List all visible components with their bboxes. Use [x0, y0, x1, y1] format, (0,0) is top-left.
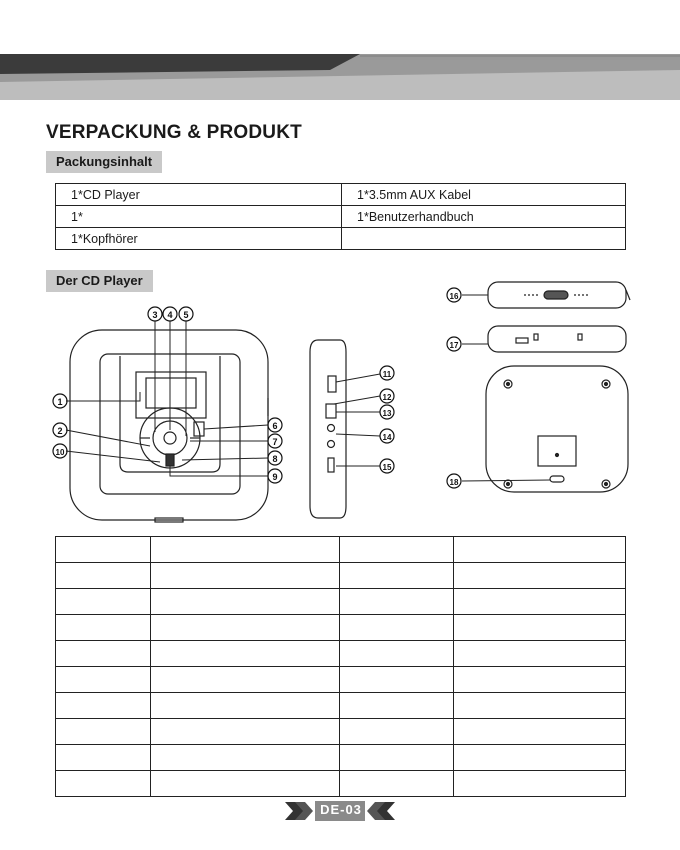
table-cell — [340, 719, 454, 745]
table-row — [56, 228, 626, 250]
callout-17 — [447, 337, 461, 351]
table-cell — [56, 615, 151, 641]
table-cell — [340, 563, 454, 589]
table-row — [56, 641, 626, 667]
callout-10 — [53, 444, 67, 458]
table-cell — [454, 771, 626, 797]
table-cell — [342, 228, 626, 250]
cd-player-diagram — [0, 270, 680, 530]
callout-12 — [380, 389, 394, 403]
section-heading-cd-player: Der CD Player — [46, 270, 153, 292]
table-cell — [454, 563, 626, 589]
svg-text:9: 9 — [272, 472, 278, 482]
table-cell — [454, 641, 626, 667]
table-cell — [151, 771, 340, 797]
table-cell — [151, 693, 340, 719]
callout-4 — [163, 307, 177, 321]
svg-text:4: 4 — [167, 310, 173, 320]
table-cell — [56, 563, 151, 589]
svg-text:13: 13 — [382, 409, 392, 418]
table-cell — [454, 745, 626, 771]
svg-text:18: 18 — [449, 478, 459, 487]
svg-text:12: 12 — [382, 393, 392, 402]
svg-text:7: 7 — [272, 437, 278, 447]
callout-13 — [380, 405, 394, 419]
page-title: VERPACKUNG & PRODUKT — [46, 122, 302, 143]
table-cell — [56, 693, 151, 719]
table-cell — [151, 563, 340, 589]
table-cell — [340, 745, 454, 771]
svg-text:8: 8 — [272, 454, 278, 464]
callout-18 — [447, 474, 461, 488]
table-cell — [340, 589, 454, 615]
callout-1 — [53, 394, 67, 408]
contents-table — [55, 183, 626, 250]
table-cell — [56, 537, 151, 563]
callout-3 — [148, 307, 162, 321]
callout-14 — [380, 429, 394, 443]
table-cell: 1*3.5mm AUX Kabel — [342, 184, 626, 206]
table-cell — [340, 641, 454, 667]
svg-text:3: 3 — [152, 310, 158, 320]
table-row — [56, 184, 626, 206]
callout-7 — [268, 434, 282, 448]
table-cell — [340, 537, 454, 563]
svg-text:10: 10 — [55, 448, 65, 457]
section-heading-packungsinhalt: Packungsinhalt — [46, 151, 162, 173]
svg-text:5: 5 — [183, 310, 189, 320]
svg-text:11: 11 — [382, 370, 392, 379]
table-row — [56, 667, 626, 693]
table-cell — [454, 537, 626, 563]
table-cell — [151, 589, 340, 615]
table-cell — [56, 589, 151, 615]
callout-6 — [268, 418, 282, 432]
table-cell — [56, 771, 151, 797]
table-row — [56, 745, 626, 771]
callout-8 — [268, 451, 282, 465]
table-cell — [56, 667, 151, 693]
table-cell — [340, 667, 454, 693]
svg-text:16: 16 — [449, 292, 459, 301]
callout-2 — [53, 423, 67, 437]
table-cell — [151, 745, 340, 771]
svg-text:17: 17 — [449, 341, 459, 350]
bottom-edge-view — [488, 326, 626, 352]
table-cell — [151, 667, 340, 693]
table-cell — [454, 589, 626, 615]
table-row — [56, 563, 626, 589]
table-cell — [454, 615, 626, 641]
table-cell — [151, 641, 340, 667]
table-cell — [151, 537, 340, 563]
table-row — [56, 693, 626, 719]
header-banner — [0, 0, 680, 100]
page-number: DE-03 — [320, 802, 362, 817]
table-cell — [340, 771, 454, 797]
svg-text:6: 6 — [272, 421, 278, 431]
table-cell — [56, 641, 151, 667]
table-cell — [56, 719, 151, 745]
table-cell — [56, 745, 151, 771]
table-row — [56, 719, 626, 745]
features-table — [55, 536, 626, 797]
svg-text:2: 2 — [57, 426, 63, 436]
table-row — [56, 206, 626, 228]
svg-text:1: 1 — [57, 397, 63, 407]
table-row — [56, 771, 626, 797]
table-cell — [454, 667, 626, 693]
callout-11 — [380, 366, 394, 380]
callout-15 — [380, 459, 394, 473]
table-cell: 1*Benutzerhandbuch — [342, 206, 626, 228]
table-cell — [454, 719, 626, 745]
callout-9 — [268, 469, 282, 483]
table-cell — [340, 693, 454, 719]
table-row — [56, 589, 626, 615]
table-cell: 1*CD Player — [56, 184, 342, 206]
svg-text:15: 15 — [382, 463, 392, 472]
table-row — [56, 537, 626, 563]
svg-text:14: 14 — [382, 433, 392, 442]
table-row — [56, 615, 626, 641]
display-screen — [146, 378, 196, 408]
table-cell — [454, 693, 626, 719]
callout-5 — [179, 307, 193, 321]
table-cell — [151, 719, 340, 745]
callout-16 — [447, 288, 461, 302]
table-cell — [151, 615, 340, 641]
table-cell: 1* — [56, 206, 342, 228]
table-cell: 1*Kopfhörer — [56, 228, 342, 250]
table-cell — [340, 615, 454, 641]
